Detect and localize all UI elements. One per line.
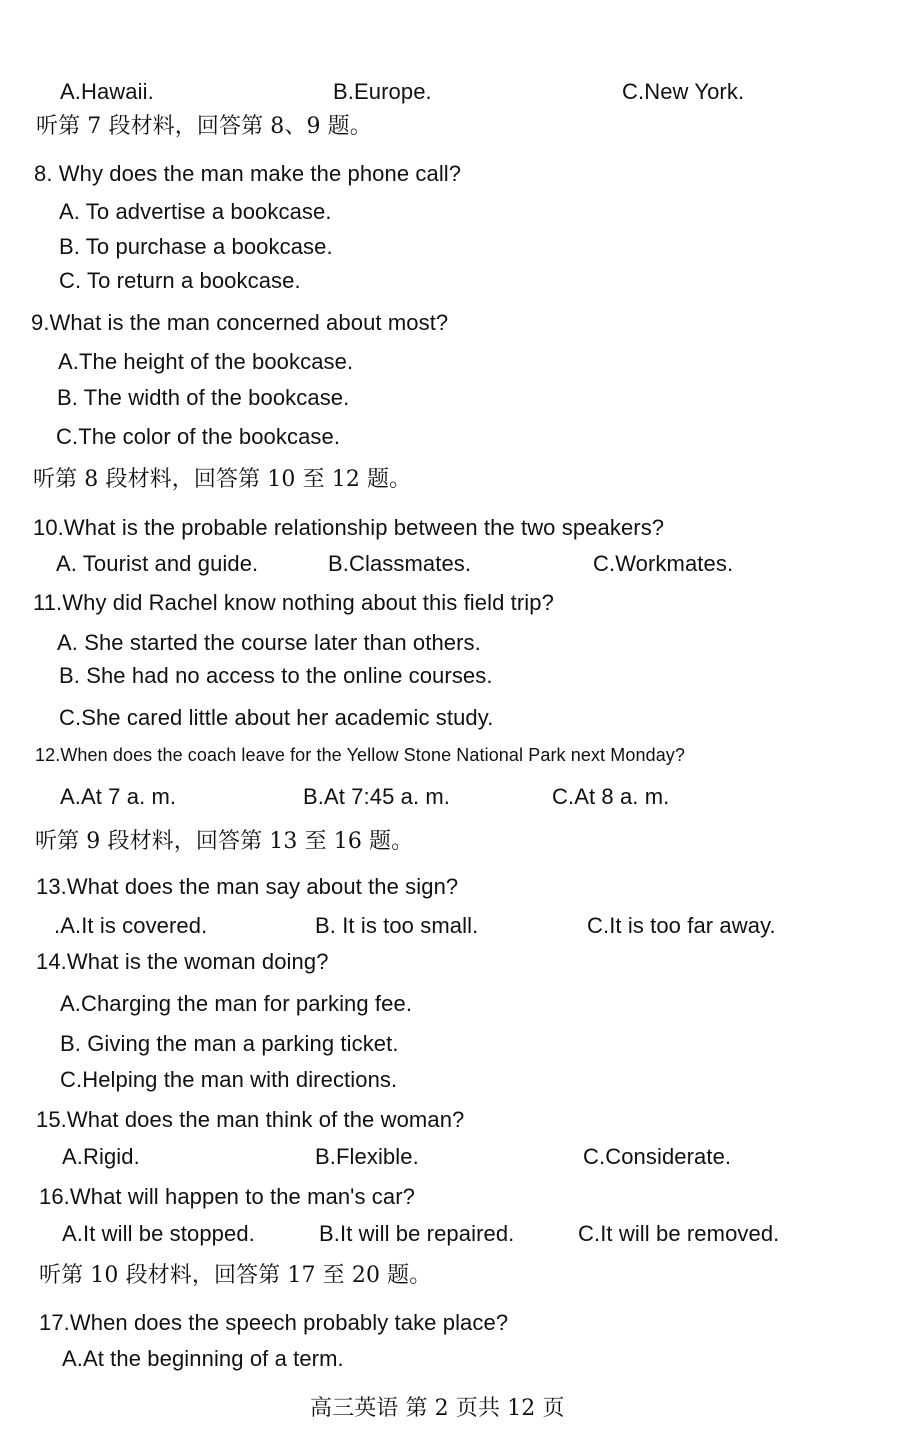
q17-question: 17.When does the speech probably take place?: [39, 1310, 509, 1335]
q12-option-a: A.At 7 a. m.: [60, 784, 177, 809]
q12-question: 12.When does the coach leave for the Yellow Stone National Park next Monday?: [35, 745, 686, 765]
q16-option-b: B.It will be repaired.: [319, 1221, 515, 1246]
q15-option-a: A.Rigid.: [62, 1144, 140, 1169]
page-footer: 高三英语 第 2 页共 12 页: [310, 1396, 565, 1421]
q8-option-c: C. To return a bookcase.: [59, 268, 301, 293]
q17-option-a: A.At the beginning of a term.: [62, 1346, 344, 1371]
q14-option-b: B. Giving the man a parking ticket.: [60, 1031, 399, 1056]
q8-option-a: A. To advertise a bookcase.: [59, 199, 332, 224]
q9-option-c: C.The color of the bookcase.: [56, 424, 341, 449]
q9-question: 9.What is the man concerned about most?: [31, 310, 449, 335]
q14-option-c: C.Helping the man with directions.: [60, 1067, 398, 1092]
q11-option-c: C.She cared little about her academic study.: [59, 705, 494, 730]
q10-option-a: A. Tourist and guide.: [56, 551, 259, 576]
q9-option-a: A.The height of the bookcase.: [58, 349, 354, 374]
q13-option-b: B. It is too small.: [315, 913, 479, 938]
q12-option-b: B.At 7:45 a. m.: [303, 784, 451, 809]
q12-option-c: C.At 8 a. m.: [552, 784, 670, 809]
q10-question: 10.What is the probable relationship between the two speakers?: [33, 515, 665, 540]
q15-option-c: C.Considerate.: [583, 1144, 732, 1169]
section-7-instruction: 听第 7 段材料，回答第 8、9 题。: [36, 114, 372, 139]
q9-option-b: B. The width of the bookcase.: [57, 385, 350, 410]
q16-option-c: C.It will be removed.: [578, 1221, 780, 1246]
q15-question: 15.What does the man think of the woman?: [36, 1107, 465, 1132]
q10-option-b: B.Classmates.: [328, 551, 472, 576]
section-10-instruction: 听第 10 段材料，回答第 17 至 20 题。: [39, 1263, 432, 1288]
q8-question: 8. Why does the man make the phone call?: [34, 161, 462, 186]
section-9-instruction: 听第 9 段材料，回答第 13 至 16 题。: [35, 829, 414, 854]
q11-option-a: A. She started the course later than others.: [57, 630, 481, 655]
q16-question: 16.What will happen to the man's car?: [39, 1184, 415, 1209]
q13-option-c: C.It is too far away.: [587, 913, 776, 938]
q11-question: 11.Why did Rachel know nothing about this field trip?: [33, 590, 554, 615]
q15-option-b: B.Flexible.: [315, 1144, 419, 1169]
q7-option-b: B.Europe.: [333, 79, 432, 104]
q8-option-b: B. To purchase a bookcase.: [59, 234, 333, 259]
q13-option-a: .A.It is covered.: [54, 913, 208, 938]
q7-option-c: C.New York.: [622, 79, 745, 104]
section-8-instruction: 听第 8 段材料，回答第 10 至 12 题。: [33, 467, 412, 492]
q16-option-a: A.It will be stopped.: [62, 1221, 255, 1246]
q14-question: 14.What is the woman doing?: [36, 949, 329, 974]
q14-option-a: A.Charging the man for parking fee.: [60, 991, 413, 1016]
q10-option-c: C.Workmates.: [593, 551, 734, 576]
q13-question: 13.What does the man say about the sign?: [36, 874, 459, 899]
q7-option-a: A.Hawaii.: [60, 79, 154, 104]
q11-option-b: B. She had no access to the online courses.: [59, 663, 493, 688]
